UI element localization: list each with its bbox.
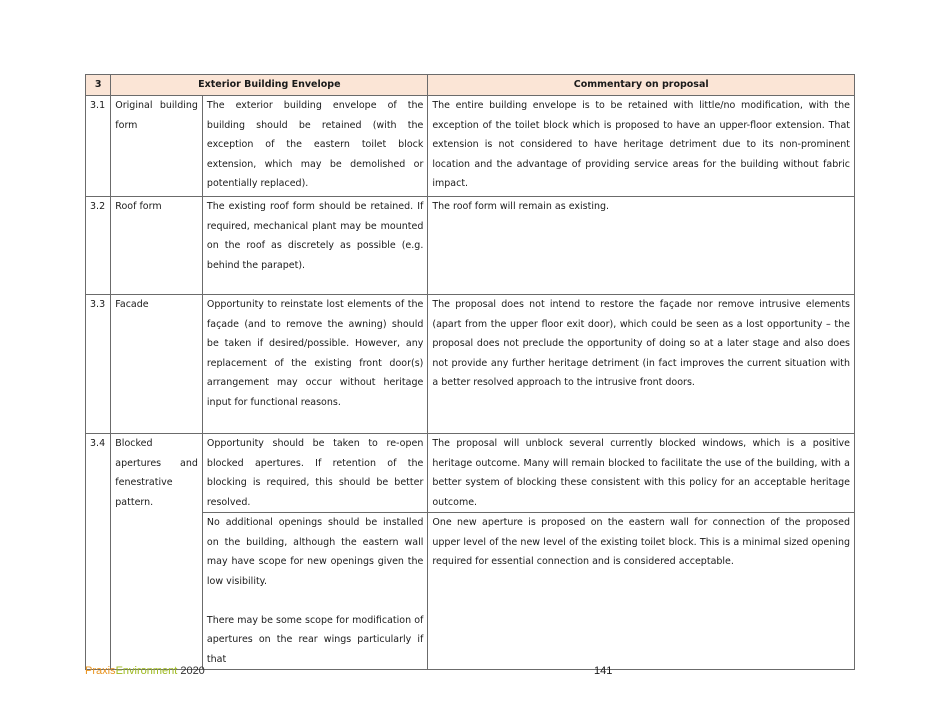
row-commentary: One new aperture is proposed on the eastern wall for connection of the proposed upper level of the new level of the existing toilet block. This is a minimal sized opening required for essential connection and is considered acceptable.: [428, 513, 855, 670]
footer-year: 2020: [180, 665, 205, 677]
row-policy: The exterior building envelope of the building should be retained (with the exception of the eastern toilet block extension, which may be demolished or potentially replaced).: [202, 96, 427, 197]
brand-name-praxis: Praxis: [85, 665, 116, 677]
heritage-policy-table: [85, 74, 855, 670]
policy-paragraph: No additional openings should be installed on the building, although the eastern wall may have scope for new openings given the low visibility.: [206, 517, 424, 587]
row-topic: Roof form: [111, 197, 203, 295]
row-commentary: The proposal does not intend to restore the façade nor remove intrusive elements (apart from the upper floor exit door), which could be seen as a lost opportunity – the proposal does not preclude the opportunity of doing so at a later stage and also does not provide any further heritage detriment (in fact improves the current situation with a better resolved approach to the intrusive front doors.: [428, 295, 855, 434]
row-policy: Opportunity should be taken to re-open blocked apertures. If retention of the blocking is required, this should be better resolved.: [202, 434, 427, 513]
row-commentary: The entire building envelope is to be retained with little/no modification, with the exception of the toilet block which is proposed to have an upper-floor extension. That extension is not considered to have heritage detriment due to its non-prominent location and the advantage of providing service areas for the building without fabric impact.: [428, 96, 855, 197]
row-policy: Opportunity to reinstate lost elements of the façade (and to remove the awning) should be taken if desired/possible. However, any replacement of the existing front door(s) arrangement may occur without heritage input for functional reasons.: [202, 295, 427, 434]
table-row: [86, 434, 855, 513]
row-policy: [202, 513, 427, 670]
policy-paragraph: There may be some scope for modification of apertures on the rear wings particularly if that: [206, 614, 424, 665]
policy-column-header: Exterior Building Envelope: [111, 75, 428, 96]
row-topic: Facade: [111, 295, 203, 434]
row-topic: Blocked apertures and fenestrative pattern.: [111, 434, 203, 670]
row-policy: The existing roof form should be retained. If required, mechanical plant may be mounted on the roof as discretely as possible (e.g. behind the parapet).: [202, 197, 427, 295]
table-row: [86, 96, 855, 197]
table-row: [86, 197, 855, 295]
row-commentary: The proposal will unblock several currently blocked windows, which is a positive heritage outcome. Many will remain blocked to facilitate the use of the building, with a better system of blocking these consistent with this policy for an acceptable heritage outcome.: [428, 434, 855, 513]
row-number: 3.3: [86, 295, 111, 434]
brand-name-environment: Environment: [115, 665, 178, 677]
table-header-row: [86, 75, 855, 96]
row-number: 3.4: [86, 434, 111, 670]
footer-brand: [85, 664, 205, 678]
section-number-header: 3: [86, 75, 111, 96]
commentary-column-header: Commentary on proposal: [428, 75, 855, 96]
row-commentary: The roof form will remain as existing.: [428, 197, 855, 295]
table-row: [86, 295, 855, 434]
page-number: 141: [594, 665, 613, 677]
row-topic: Original building form: [111, 96, 203, 197]
row-number: 3.1: [86, 96, 111, 197]
row-number: 3.2: [86, 197, 111, 295]
